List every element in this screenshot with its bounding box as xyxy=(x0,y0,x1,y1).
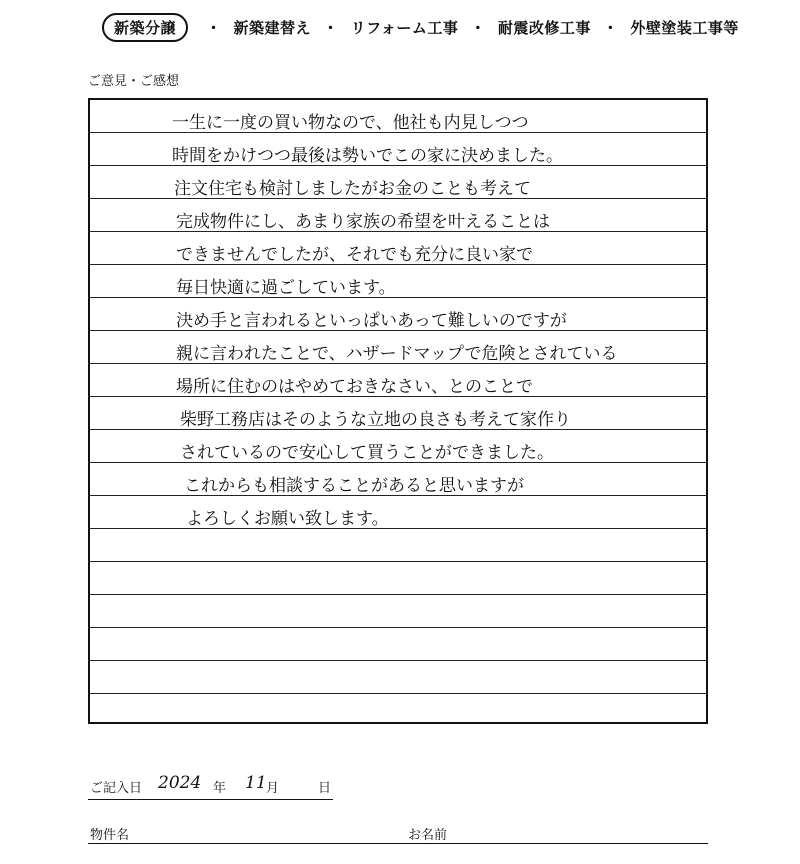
year-value: 2024 xyxy=(158,773,202,793)
property-name-label: 物件名 xyxy=(90,828,130,843)
badge-new-subdivision: 新築分譲 xyxy=(102,13,188,42)
service-item: 耐震改修工事 xyxy=(497,18,591,37)
handwritten-line: 決め手と言われるといっぱいあって難しいのですが xyxy=(176,311,567,331)
day-label: 日 xyxy=(318,781,332,796)
ruled-line xyxy=(90,627,706,628)
handwritten-line: 場所に住むのはやめておきなさい、とのことで xyxy=(176,377,533,397)
handwritten-line: これからも相談することがあると思いますが xyxy=(184,476,524,496)
ruled-line xyxy=(90,594,706,595)
service-item: リフォーム工事 xyxy=(350,18,459,37)
handwritten-line: 注文住宅も検討しましたがお金のことも考えて xyxy=(174,179,531,199)
header-services xyxy=(102,10,739,44)
separator: ・ xyxy=(602,18,619,37)
bottom-underline xyxy=(88,843,708,844)
handwritten-line: 一生に一度の買い物なので、他社も内見しつつ xyxy=(172,113,529,133)
ruled-line xyxy=(90,561,706,562)
service-item: 新築建替え xyxy=(233,18,312,37)
service-item: 外壁塗装工事等 xyxy=(630,18,739,37)
ruled-line xyxy=(90,693,706,694)
handwritten-line: 柴野工務店はそのような立地の良さも考えて家作り xyxy=(180,410,571,430)
date-underline xyxy=(88,799,333,800)
year-label: 年 xyxy=(213,781,227,796)
separator: ・ xyxy=(206,18,222,37)
handwritten-line: されているので安心して買うことができました。 xyxy=(180,443,554,463)
month-value: 11 xyxy=(245,773,267,793)
month-label: 月 xyxy=(266,781,280,796)
handwritten-line: 時間をかけつつ最後は勢いでこの家に決めました。 xyxy=(172,146,563,166)
separator: ・ xyxy=(323,18,339,37)
handwritten-line: できませんでしたが、それでも充分に良い家で xyxy=(176,245,533,265)
handwritten-line: 毎日快適に過ごしています。 xyxy=(176,278,396,298)
date-label: ご記入日 xyxy=(90,781,143,796)
separator: ・ xyxy=(470,18,486,37)
ruled-line xyxy=(90,660,706,661)
ruled-line xyxy=(90,528,706,529)
handwritten-line: 完成物件にし、あまり家族の希望を叶えることは xyxy=(176,212,550,232)
handwritten-line: よろしくお願い致します。 xyxy=(186,509,389,529)
feedback-label: ご意見・ご感想 xyxy=(88,74,180,89)
handwritten-line: 親に言われたことで、ハザードマップで危険とされている xyxy=(176,344,618,364)
customer-name-label: お名前 xyxy=(408,828,448,843)
